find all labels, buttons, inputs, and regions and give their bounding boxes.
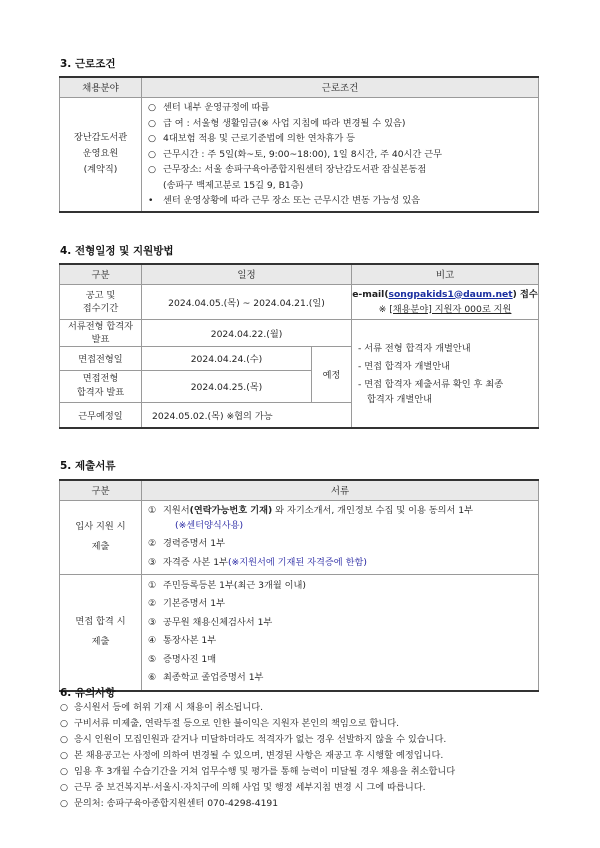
condition-item: ○ 근무시간 : 주 5일(화~토, 9:00~18:00), 1일 8시간, 주 40시간 근무	[148, 148, 443, 160]
document-item: ③ 공무원 채용신체검사서 1부	[148, 616, 273, 628]
section-3-title: 3. 근로조건	[60, 58, 116, 70]
notice-item: ○ 근무 중 보건복지부·서울시·자치구에 의해 사업 및 행정 세부지침 변경 시 그에 따릅니다.	[60, 782, 426, 793]
row-label: 면접전형 합격자 발표	[60, 370, 142, 402]
row-label: 서류전형 합격자 발표	[60, 319, 142, 346]
header-documents: 서류	[142, 480, 539, 500]
email-link[interactable]: songpakids1@daum.net	[388, 288, 513, 300]
header-schedule: 일정	[142, 264, 352, 284]
working-conditions-table	[59, 76, 539, 213]
application-documents	[142, 500, 539, 574]
conditions-cell	[142, 97, 539, 212]
condition-item: ○ 4대보험 적용 및 근로기준법에 의한 연차휴가 등	[148, 133, 355, 144]
condition-item: ○ 근무장소: 서울 송파구육아종합지원센터 장난감도서관 잠실본동점	[148, 164, 427, 175]
row-label: 공고 및 접수기간	[60, 284, 142, 319]
documents-table	[59, 479, 539, 692]
header-conditions: 근로조건	[142, 77, 539, 97]
schedule-table	[59, 263, 539, 429]
planned-label: 예정	[312, 346, 352, 402]
row-label: 근무예정일	[60, 402, 142, 428]
document-item: ① 주민등록등본 1부(최근 3개월 이내)	[148, 579, 306, 591]
notice-item: ○ 임용 후 3개월 수습기간을 거쳐 업무수행 및 평가를 통해 능력이 미달될 경우 채용을 취소합니다	[60, 766, 456, 777]
notice-item: ○ 응시원서 등에 허위 기재 시 채용이 취소됩니다.	[60, 702, 264, 713]
section-5-title: 5. 제출서류	[60, 460, 116, 472]
condition-item: (송파구 백제고분로 15길 9, B1층)	[163, 179, 304, 191]
row-date: 2024.04.22.(월)	[142, 319, 352, 346]
document-item: ④ 통장사본 1부	[148, 635, 217, 646]
document-item: ① 지원서(연락가능번호 기재) 와 자기소개서, 개인정보 수집 및 이용 동의서 1부	[148, 504, 474, 516]
field-cell: 장난감도서관 운영요원 (계약직)	[60, 97, 142, 212]
row-date: 2024.04.25.(목)	[142, 370, 312, 402]
row-date: 2024.05.02.(목) ※협의 가능	[142, 402, 352, 428]
email-note: [채용분야] 지원자 000로 지원	[389, 303, 512, 315]
condition-item: ○ 급 여 : 서울형 생활임금(※ 사업 지침에 따라 변경될 수 있음)	[148, 117, 406, 129]
notice-item: ○ 응시 인원이 모집인원과 같거나 미달하더라도 적격자가 없는 경우 선발하지 않을 수 있습니다.	[60, 734, 447, 745]
row-label: 면접전형일	[60, 346, 142, 370]
header-category: 구분	[60, 480, 142, 500]
condition-item: ○ 센터 내부 운영규정에 따름	[148, 102, 270, 113]
group-label: 면접 합격 시 제출	[60, 574, 142, 691]
email-cell: e-mail(songpakids1@daum.net) 접수 ※ [채용분야] 지원자 000로 지원	[352, 284, 539, 319]
row-date: 2024.04.24.(수)	[142, 346, 312, 370]
document-item: ② 경력증명서 1부	[148, 537, 226, 549]
document-note: (※센터양식사용)	[175, 520, 244, 531]
remarks-cell: - 서류 전형 합격자 개별안내 - 면접 합격자 개별안내 - 면접 합격자 제출서류 확인 후 최종 합격자 개별안내	[352, 319, 539, 428]
header-category: 구분	[60, 264, 142, 284]
document-item: ⑥ 최종학교 졸업증명서 1부	[148, 672, 264, 683]
row-date: 2024.04.05.(목) ~ 2024.04.21.(일)	[142, 284, 352, 319]
document-item: ⑤ 증명사진 1매	[148, 653, 217, 665]
header-field: 채용분야	[60, 77, 142, 97]
contact-item: ○ 문의처: 송파구육아종합지원센터 070-4298-4191	[60, 798, 279, 809]
section-4-title: 4. 전형일정 및 지원방법	[60, 245, 174, 257]
document-item: ② 기본증명서 1부	[148, 598, 226, 609]
section-6-title: 6. 유의사항	[60, 687, 116, 699]
group-label: 입사 지원 시 제출	[60, 500, 142, 574]
header-remarks: 비고	[352, 264, 539, 284]
notice-item: ○ 본 채용공고는 사정에 의하여 변경될 수 있으며, 변경된 사항은 재공고 후 시행할 예정입니다.	[60, 750, 444, 761]
interview-documents	[142, 574, 539, 691]
notice-list	[60, 700, 540, 812]
notice-item: ○ 구비서류 미제출, 연락두절 등으로 인한 불이익은 지원자 본인의 책임으로 합니다.	[60, 718, 400, 729]
document-item: ③ 자격증 사본 1부 (※지원서에 기재된 자격증에 한함)	[148, 556, 367, 568]
condition-note: • 센터 운영상황에 따라 근무 장소 또는 근무시간 변동 가능성 있음	[148, 195, 421, 206]
